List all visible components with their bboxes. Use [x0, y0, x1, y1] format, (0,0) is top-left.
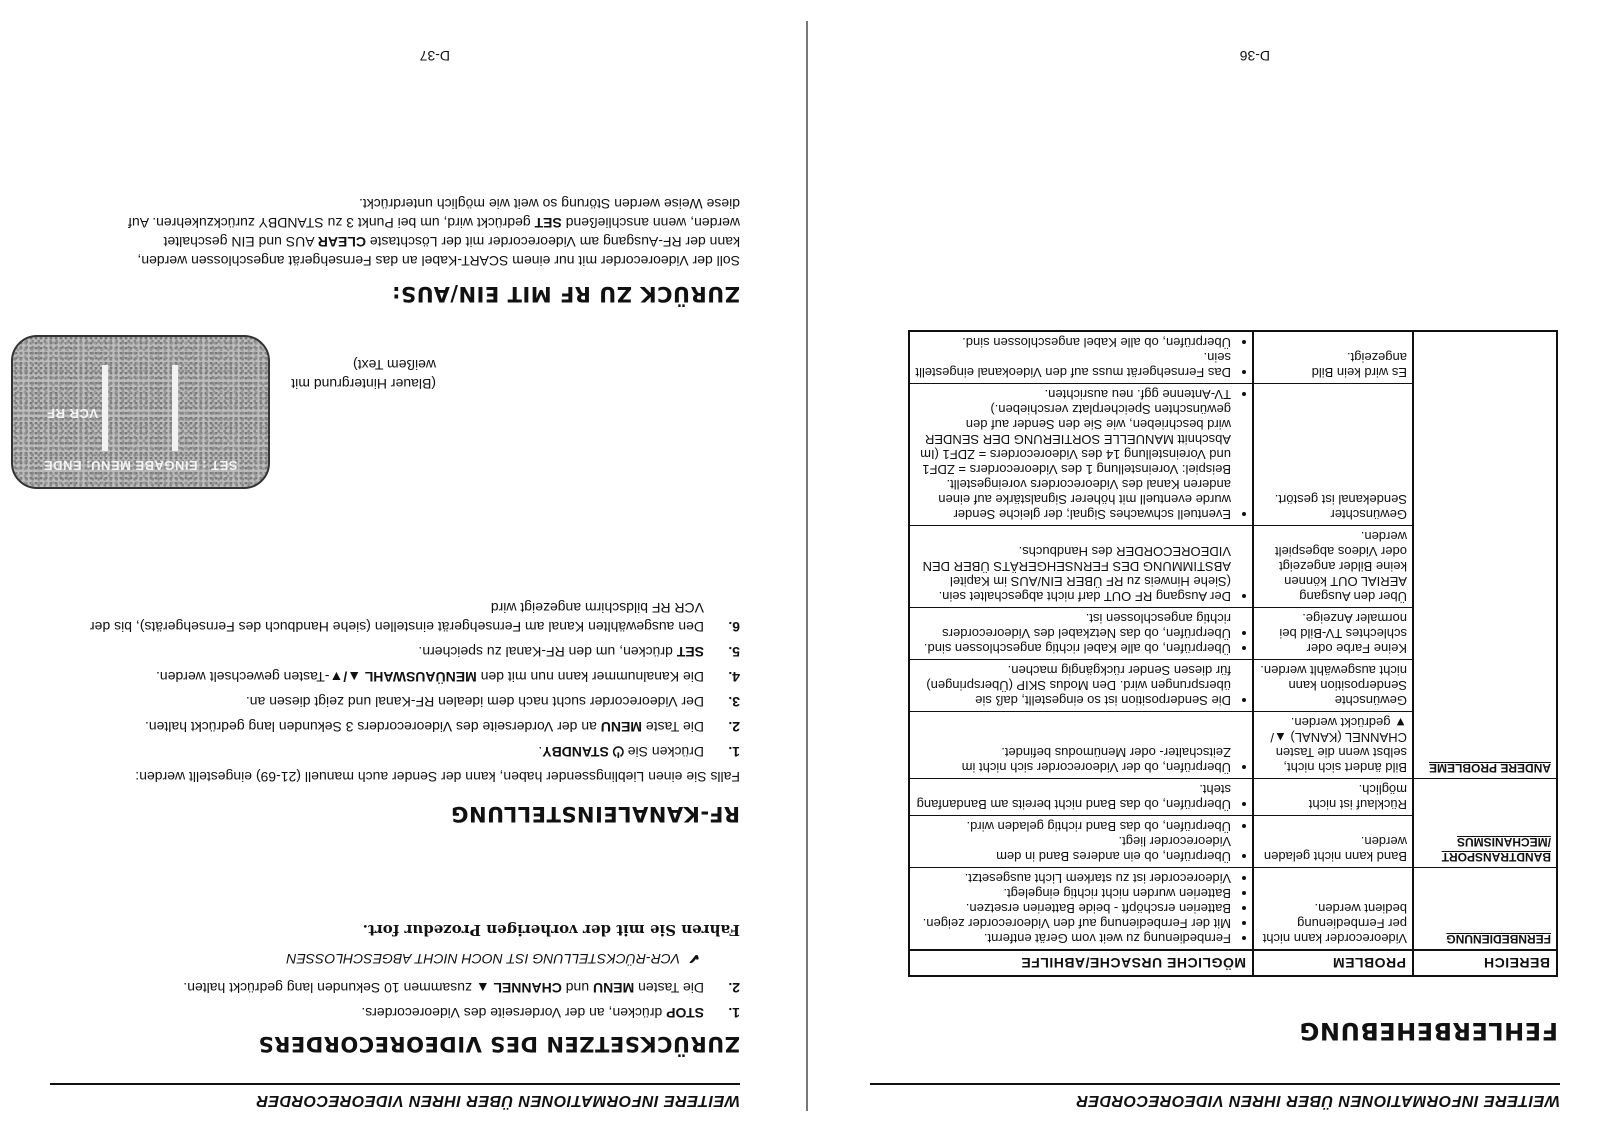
reset-section	[40, 920, 740, 1056]
area-cell	[1413, 331, 1557, 384]
step-body: drücken, an der Vorderseite des Videorecorders.	[361, 1005, 667, 1021]
osd-instruction-text: SET : EINGABE MENU: ENDE	[43, 458, 238, 473]
cause-list	[915, 745, 1247, 775]
problem-cell: Bild ändert sich nicht, selbst wenn die Tasten CHANNEL (KANAL) ▲/▼ gedrückt werden.	[1253, 712, 1413, 779]
left-page	[820, 0, 1600, 1129]
cause-item: • Eventuell schwaches Signal; der gleiche Sender wurde eventuell mit höherer Signalstärke auf einen anderen Kanal des Videorecorders voreingestellt. Beispiel: Voreinstellung 1 des Videorecorders = ZDF1 und Voreinstellung 14 des Videorecorders = ZDF1 (Im Abschnitt MANUELLE SORTIERUNG DER SENDER wird beschrieben, wie Sie den Sender auf den gewünschten Speicherplatz verschieben.)	[915, 402, 1231, 522]
cause-item: • Überprüfen, ob der Videorecorder sich nicht im Zeitschalter- oder Menümodus befindet.	[915, 745, 1231, 775]
cause-item: • Die Senderposition ist so eingestellt, daß sie übersprungen wird. Den Modus SKIP (Überspringen) für diesen Sender rückgängig machen.	[915, 663, 1231, 708]
table-row	[909, 526, 1557, 608]
table-row	[909, 779, 1557, 816]
right-page	[0, 0, 780, 1129]
cause-item: • TV-Antenne ggf. neu ausrichten.	[915, 387, 1231, 402]
rf-step-1	[80, 742, 740, 761]
troubleshooting-table	[908, 330, 1558, 977]
rf-onoff-title: ZURÜCK ZU RF MIT EIN/AUS:	[391, 282, 740, 306]
paragraph-text: gedrückt wird, um bei Punkt 3 zu STANDBY zurückzukehren. Auf diese Weise werden Störung so weit wie möglich unterdrückt.	[128, 196, 740, 231]
cause-item: • Überprüfen, ob alle Kabel richtig angeschlossen sind.	[915, 641, 1231, 656]
step-body: drücken, um den RF-Kanal zu speichern.	[418, 644, 677, 660]
channel-up-key: CHANNEL ▲	[475, 980, 562, 996]
problem-cell: Über den Ausgang AERIAL OUT können keine Bilder angezeigt oder Videos abgespielt werden.	[1253, 526, 1413, 608]
step-number: 1.	[728, 744, 740, 760]
rf-step-4	[80, 667, 740, 686]
area-cell: BANDTRANSPORT /MECHANISMUS	[1413, 816, 1557, 868]
column-header-problem: PROBLEM	[1253, 950, 1413, 976]
step-number: 4.	[728, 669, 740, 685]
key-label: ⏻ STANDBY	[542, 744, 624, 760]
table-row	[909, 660, 1557, 712]
note-text: VCR-RÜCKSTELLUNG IST NOCH NICHT ABGESCHLOSSEN	[286, 951, 681, 967]
key-label: MENÜAUSWAHL ▲/▼	[329, 669, 477, 685]
step-number: 3.	[728, 694, 740, 710]
problem-cell: Videorecorder kann nicht per Fernbedienung bedient werden.	[1253, 868, 1413, 951]
area-cell	[1413, 660, 1557, 712]
area-cell: ANDERE PROBLEME	[1413, 712, 1557, 779]
cause-item: • Überprüfen, ob ein anderes Band in dem Videorecorder liegt.	[915, 834, 1231, 864]
area-cell	[1413, 384, 1557, 526]
area-cell	[1413, 779, 1557, 816]
step-text	[156, 667, 704, 686]
cause-list	[915, 335, 1247, 380]
cause-cell	[909, 712, 1253, 779]
reset-title: ZURÜCKSETZEN DES VIDEORECORDERS	[258, 1032, 740, 1056]
step-body: an der Vorderseite des Videorecorders 3 Sekunden lang gedrückt halten.	[144, 719, 601, 735]
step-body: Die Kanalnummer kann nun mit den	[476, 669, 704, 685]
paragraph-text: AUS und EIN geschaltet werden, wenn anschließend	[163, 215, 740, 250]
rf-step-2	[80, 717, 740, 736]
key-label: MENU	[600, 719, 642, 735]
problem-cell: Keine Farbe oder schlechtes TV-Bild bei normaler Anzeige.	[1253, 608, 1413, 660]
step-body: zusammen 10 Sekunden lang gedrückt halten.	[183, 980, 476, 996]
cause-list	[915, 387, 1247, 522]
right-page-number: D-37	[419, 48, 450, 64]
table-header-row	[909, 950, 1557, 976]
table-row	[909, 712, 1557, 779]
step-text	[361, 1003, 704, 1022]
step-number: 1.	[728, 1005, 740, 1021]
step-text	[145, 717, 704, 736]
step-body: Die Taste	[642, 719, 704, 735]
rf-tuning-title: RF-KANALEINSTELLUNG	[450, 802, 740, 826]
cause-list	[915, 782, 1247, 812]
step-body: Den ausgewählten Kanal am Fernsehgerät einstellen (siehe Handbuch des Fernsehgeräts), bis der VCR RF bildschirm angezeigt wird	[89, 600, 704, 635]
area-cell	[1413, 608, 1557, 660]
cause-item: • Fernbedienung zu weit vom Gerät entfernt.	[915, 931, 1231, 946]
reset-step-2	[40, 978, 740, 997]
cause-cell	[909, 608, 1253, 660]
cause-list	[915, 611, 1247, 656]
cause-cell	[909, 384, 1253, 526]
gutter-divider	[806, 21, 808, 1111]
reset-note	[40, 949, 700, 968]
problem-cell: Rücklauf ist nicht möglich.	[1253, 779, 1413, 816]
left-page-title: FEHLERBEHEBUNG	[1299, 1017, 1558, 1045]
rf-tuning-steps	[80, 598, 740, 761]
cause-item: • Überprüfen, ob das Band richtig geladen wird.	[915, 819, 1231, 834]
cause-cell	[909, 331, 1253, 384]
cause-item: • Mit der Fernbedienung auf den Videorecorder zeigen.	[915, 916, 1231, 931]
set-key: SET	[534, 215, 562, 231]
cause-cell	[909, 526, 1253, 608]
problem-cell: Band kann nicht geladen werden.	[1253, 816, 1413, 868]
osd-bar	[172, 365, 178, 451]
cause-item: • Überprüfen, ob das Netzkabel des Videorecorders richtig angeschlossen ist.	[915, 611, 1231, 641]
step-text	[246, 692, 704, 711]
table-row	[909, 816, 1557, 868]
paragraph-text: Soll der Videorecorder mit nur einem SCART-Kabel an das Fernsehgerät angeschlossen werden, kann der RF-Ausgang am Videorecorder mit der Löschtaste	[137, 234, 740, 269]
checkmark-icon: ✔	[688, 951, 700, 967]
problem-cell: Gewünschter Sendekanal ist gestört.	[1253, 384, 1413, 526]
step-body: Der Videorecorder sucht nach dem idealen RF-Kanal und zeigt diesen an.	[245, 694, 704, 710]
problem-cell: Gewünschte Senderposition kann nicht ausgewählt werden.	[1253, 660, 1413, 712]
step-text	[538, 742, 704, 761]
cause-cell	[909, 660, 1253, 712]
cause-cell	[909, 868, 1253, 951]
key-label: SET	[676, 644, 704, 660]
cause-list	[915, 871, 1247, 946]
rf-step-5	[80, 642, 740, 661]
cause-item: • Das Fernsehgerät muss auf den Videokanal eingestellt sein.	[915, 350, 1231, 380]
step-body: Die Tasten	[634, 980, 704, 996]
continue-instruction: Fahren Sie mit der vorherigen Prozedur fort.	[362, 921, 740, 939]
problem-cell: Es wird kein Bild angezeigt.	[1253, 331, 1413, 384]
step-body: und	[561, 980, 593, 996]
step-text	[183, 978, 704, 997]
step-number: 2.	[728, 719, 740, 735]
rf-onoff-text	[120, 194, 740, 270]
table-row	[909, 868, 1557, 951]
rf-tuning-section	[40, 592, 740, 826]
left-page-header: WEITERE INFORMATIONEN ÜBER IHREN VIDEORECORDER	[870, 1083, 1560, 1109]
area-cell	[1413, 526, 1557, 608]
troubleshooting-table-body	[909, 331, 1557, 950]
area-cell: FERNBEDIENUNG	[1413, 868, 1557, 951]
cause-list	[915, 663, 1247, 708]
column-header-area: BEREICH	[1413, 950, 1557, 976]
cause-item: • Videorecorder ist zu starkem Licht ausgesetzt.	[915, 871, 1231, 886]
rf-tuning-intro: Falls Sie einen Lieblingssender haben, kann der Sender auch manuell (21-69) eingestellt werden:	[135, 769, 740, 785]
left-page-number: D-36	[1239, 48, 1270, 64]
vcr-rf-screen-illustration	[11, 335, 270, 489]
step-text	[80, 598, 704, 636]
step-number: 6.	[728, 619, 740, 635]
reset-step-1	[40, 1003, 740, 1022]
cause-item: • Überprüfen, ob das Band nicht bereits am Bandanfang steht.	[915, 782, 1231, 812]
cause-item: • Batterien wurden nicht richtig eingelegt.	[915, 886, 1231, 901]
rf-step-3	[80, 692, 740, 711]
stop-key: STOP	[666, 1005, 704, 1021]
step-body: .	[538, 744, 543, 760]
table-row	[909, 608, 1557, 660]
cause-item: • Überprüfen, ob alle Kabel angeschlossen sind.	[915, 335, 1231, 350]
menu-key: MENU	[592, 980, 635, 996]
cause-cell	[909, 816, 1253, 868]
osd-vcr-rf-label: VCR RF	[46, 406, 98, 421]
step-number: 2.	[728, 980, 740, 996]
step-body: Drücken Sie	[623, 744, 704, 760]
cause-list	[915, 544, 1247, 604]
osd-caption: (Blauer Hintergrund mit weißem Text)	[291, 357, 436, 392]
cause-list	[915, 819, 1247, 864]
right-page-header: WEITERE INFORMATIONEN ÜBER IHREN VIDEORECORDER	[50, 1083, 740, 1109]
rf-onoff-section	[40, 194, 740, 306]
table-row	[909, 384, 1557, 526]
table-row	[909, 331, 1557, 384]
step-number: 5.	[728, 644, 740, 660]
step-body: -Tasten gewechselt werden.	[155, 669, 330, 685]
rf-step-6	[80, 598, 740, 636]
cause-item: • Batterien erschöpft - beide Batterien ersetzen.	[915, 901, 1231, 916]
step-text	[418, 642, 704, 661]
cause-item: • Der Ausgang RF OUT darf nicht abgeschaltet sein. (Siehe Hinweis zu RF ÜBER EIN/AUS im Kapitel ABSTIMMUNG DES FERNSEHGERÄTS ÜBER DEN VIDEORECORDER des Handbuchs.	[915, 544, 1231, 604]
osd-bar	[102, 365, 108, 451]
clear-key: CLEAR	[317, 234, 366, 250]
cause-cell	[909, 779, 1253, 816]
column-header-cause: MÖGLICHE URSACHE/ABHILFE	[909, 950, 1253, 976]
